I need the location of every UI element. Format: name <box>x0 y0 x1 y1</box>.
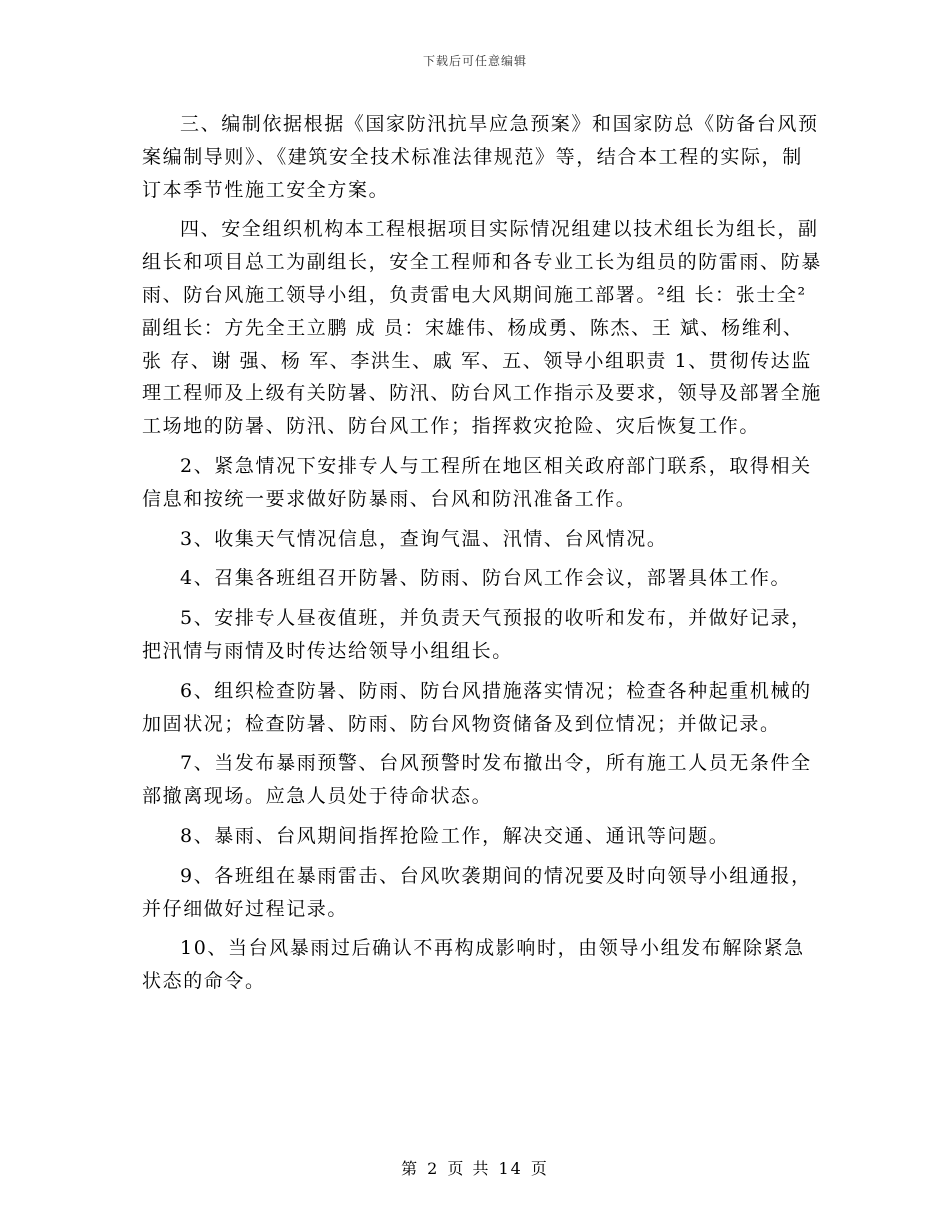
paragraph-item-8: 8、暴雨、台风期间指挥抢险工作，解决交通、通讯等问题。 <box>180 824 730 847</box>
paragraph-item-7: 7、当发布暴雨预警、台风预警时发布撤出令，所有施工人员无条件全部撤离现场。应急人员处于待命状态。 <box>142 752 812 808</box>
paragraph-item-9: 9、各班组在暴雨雷击、台风吹袭期间的情况要及时向领导小组通报，并仔细做好过程记录。 <box>142 864 812 920</box>
page-header: 下载后可任意编辑 <box>422 54 527 68</box>
footer-middle: 页 共 <box>447 1159 491 1178</box>
document-body <box>142 108 822 998</box>
paragraph-item-2: 2、紧急情况下安排专人与工程所在地区相关政府部门联系，取得相关信息和按统一要求做好防暴雨、台风和防汛准备工作。 <box>142 454 812 510</box>
page-number: 2 <box>427 1159 440 1178</box>
paragraph-item-10: 10、当台风暴雨过后确认不再构成影响时，由领导小组发布解除紧急状态的命令。 <box>142 937 805 993</box>
page-total: 14 <box>498 1159 523 1178</box>
footer-prefix: 第 <box>401 1159 420 1178</box>
page-footer <box>0 1156 950 1179</box>
paragraph-item-3: 3、收集天气情况信息，查询气温、汛情、台风情况。 <box>180 527 668 550</box>
paragraph-item-5: 5、安排专人昼夜值班，并负责天气预报的收听和发布，并做好记录，把汛情与雨情及时传达给领导小组组长。 <box>142 607 812 662</box>
footer-suffix: 页 <box>530 1159 549 1178</box>
paragraph-item-4: 4、召集各班组召开防暑、防雨、防台风工作会议，部署具体工作。 <box>180 567 792 590</box>
paragraph-organization: 四、安全组织机构本工程根据项目实际情况组建以技术组长为组长，副组长和项目总工为副组长，安全工程师和各专业工长为组员的防雷雨、防暴雨、防台风施工领导小组，负责雷电大风期间施工部署。²组 长：张士全²副组长：方先全王立鹏 成 员：宋雄伟、杨成勇、陈杰、王 斌、杨维利、张 存、谢 强、杨 军、李洪生、戚 军、五、领导小组职责 1、贯彻传达监理工程师及上级有关防暑、防汛、防台风工作指示及要求，领导及部署全施工场地的防暑、防汛、防台风工作；指挥救灾抢险、灾后恢复工作。 <box>142 218 822 438</box>
paragraph-basis: 三、编制依据根据《国家防汛抗旱应急预案》和国家防总《防备台风预案编制导则》、《建筑安全技术标准法律规范》等，结合本工程的实际，制订本季节性施工安全方案。 <box>142 113 819 201</box>
paragraph-item-6: 6、组织检查防暑、防雨、防台风措施落实情况；检查各种起重机械的加固状况；检查防暑、防雨、防台风物资储备及到位情况；并做记录。 <box>142 679 812 735</box>
